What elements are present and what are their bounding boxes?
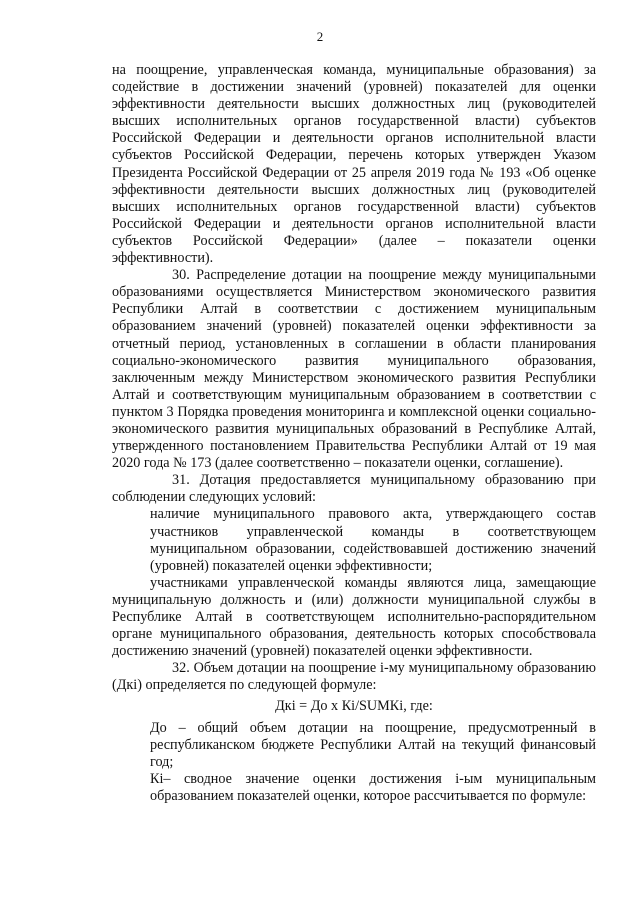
- condition-legal-act: наличие муниципального правового акта, утверждающего состав участников управленческой команды в соответствующем муниципальном образовании, содействовавшей достижению значений (уровней) показателей оценки эффективности;: [150, 506, 596, 574]
- page-number: 2: [316, 29, 324, 44]
- definition-do: До – общий объем дотации на поощрение, предусмотренный в республиканском бюджете Республики Алтай на текущий финансовый год;: [150, 719, 596, 770]
- paragraph-31: 31. Дотация предоставляется муниципальному образованию при соблюдении следующих условий:: [112, 472, 596, 506]
- definition-ki: Кi– сводное значение оценки достижения i-ым муниципальным образованием показателей оценки, которое рассчитывается по формуле:: [150, 770, 596, 804]
- paragraph-30: 30. Распределение дотации на поощрение между муниципальными образованиями осуществляется Министерством экономического развития Республики Алтай в соответствии с достижением муниципальным образованием значений (уровней) показателей оценки эффективности за отчетный период, установленных в соглашении в области планирования социально-экономического развития муниципального образования, заключенным между Министерством экономического развития Республики Алтай и соответствующим муниципальным образованием в соответствии с пунктом 3 Порядка проведения мониторинга и комплексной оценки социально-экономического развития муниципальных образований в Республике Алтай, утвержденного постановлением Правительства Республики Алтай от 19 мая 2020 года № 173 (далее соответственно – показатели оценки, соглашение).: [112, 267, 596, 472]
- paragraph-32: 32. Объем дотации на поощрение i-му муниципальному образованию (Дкi) определяется по следующей формуле:: [112, 660, 596, 694]
- paragraph-continuation: на поощрение, управленческая команда, муниципальные образования) за содействие в достижении значений (уровней) показателей для оценки эффективности деятельности высших должностных лиц (руководителей высших исполнительных органов государственной власти) субъектов Российской Федерации и деятельности органов исполнительной власти субъектов Российской Федерации, перечень которых утвержден Указом Президента Российской Федерации от 25 апреля 2019 года № 193 «Об оценке эффективности деятельности высших должностных лиц (руководителей высших исполнительных органов государственной власти) субъектов Российской Федерации и деятельности органов исполнительной власти субъектов Российской Федерации» (далее – показатели оценки эффективности).: [112, 62, 596, 267]
- document-body: [112, 62, 596, 805]
- condition-team-members: участниками управленческой команды являются лица, замещающие муниципальную должность и (или) должности муниципальной службы в Республике Алтай в соответствующем исполнительно-распорядительном органе муниципального образования, деятельность которых способствовала достижению значений (уровней) показателей оценки эффективности.: [112, 574, 596, 660]
- formula: Дкi = До x Кi/SUMКi, где:: [275, 698, 433, 715]
